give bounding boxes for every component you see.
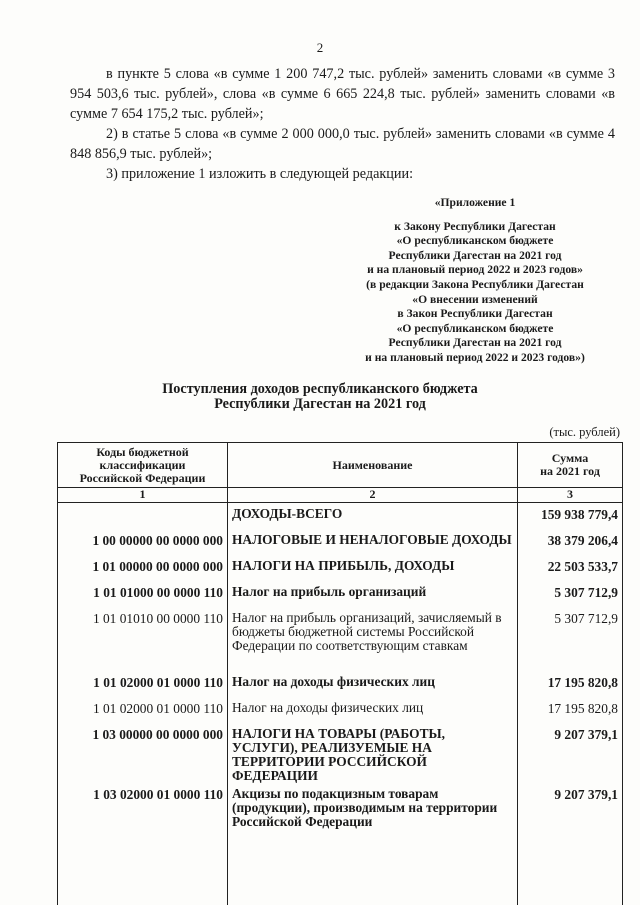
header-code-line: Российской Федерации [79, 470, 206, 485]
paragraph-1: в пункте 5 слова «в сумме 1 200 747,2 тыс. рублей» заменить словами «в сумме 3 954 503,6 тыс. рублей», слова «в сумме 6 665 224,8 тыс. рублей» заменить словами «в сумме 7 654 175,2 тыс. рублей»; [70, 66, 615, 122]
cell-name: ДОХОДЫ-ВСЕГО [228, 503, 518, 529]
table-row [58, 723, 623, 783]
table-row [58, 555, 623, 581]
cell-amount: 9 207 379,1 [518, 783, 623, 905]
table-title [0, 382, 640, 412]
cell-name: Акцизы по подакцизным товарам (продукции), производимым на территории Российской Федерации [228, 783, 518, 905]
table-row [58, 697, 623, 723]
column-number: 1 [58, 488, 228, 503]
cell-name: НАЛОГИ НА ПРИБЫЛЬ, ДОХОДЫ [228, 555, 518, 581]
cell-code [58, 503, 228, 529]
appendix-header [330, 196, 620, 366]
column-number: 3 [518, 488, 623, 503]
table-body [58, 503, 623, 905]
appendix-line: и на плановый период 2022 и 2023 годов» [367, 263, 583, 277]
appendix-line: «О республиканском бюджете [396, 321, 554, 335]
cell-amount: 17 195 820,8 [518, 671, 623, 697]
cell-code: 1 03 00000 00 0000 000 [58, 723, 228, 783]
column-number: 2 [228, 488, 518, 503]
header-code [58, 443, 228, 488]
appendix-line: и на плановый период 2022 и 2023 годов») [365, 350, 585, 364]
body-text [70, 64, 615, 184]
paragraph-2: 2) в статье 5 слова «в сумме 2 000 000,0 тыс. рублей» заменить словами «в сумме 4 848 856,9 тыс. рублей»; [70, 126, 615, 162]
header-name: Наименование [228, 443, 518, 488]
cell-code: 1 00 00000 00 0000 000 [58, 529, 228, 555]
units-label: (тыс. рублей) [549, 425, 620, 439]
table-row [58, 503, 623, 529]
appendix-line: Республики Дагестан на 2021 год [388, 336, 562, 350]
cell-amount: 38 379 206,4 [518, 529, 623, 555]
cell-name: НАЛОГОВЫЕ И НЕНАЛОГОВЫЕ ДОХОДЫ [228, 529, 518, 555]
table-row [58, 671, 623, 697]
appendix-line: «О республиканском бюджете [396, 234, 554, 248]
header-code-line: Коды бюджетной [96, 444, 189, 459]
header-code-line: классификации [99, 457, 186, 472]
cell-name: Налог на доходы физических лиц [228, 697, 518, 723]
cell-amount: 159 938 779,4 [518, 503, 623, 529]
header-amount-line: на 2021 год [540, 464, 600, 478]
appendix-line: Республики Дагестан на 2021 год [388, 248, 562, 262]
cell-amount: 5 307 712,9 [518, 607, 623, 671]
appendix-line: к Закону Республики Дагестан [394, 219, 556, 233]
table-row [58, 783, 623, 905]
appendix-line: в Закон Республики Дагестан [397, 307, 553, 321]
appendix-line: «О внесении изменений [412, 292, 538, 306]
cell-code: 1 01 02000 01 0000 110 [58, 671, 228, 697]
cell-amount: 17 195 820,8 [518, 697, 623, 723]
page-number: 2 [316, 40, 324, 55]
revenue-table [57, 442, 623, 905]
header-amount-line: Сумма [551, 451, 589, 465]
table-row [58, 529, 623, 555]
cell-code: 1 01 01000 00 0000 110 [58, 581, 228, 607]
header-amount [518, 443, 623, 488]
cell-code: 1 03 02000 01 0000 110 [58, 783, 228, 905]
table-row [58, 581, 623, 607]
appendix-line: (в редакции Закона Республики Дагестан [366, 277, 584, 291]
table-row [58, 607, 623, 671]
appendix-title: «Приложение 1 [434, 196, 516, 209]
table-title-line: Поступления доходов республиканского бюджета [162, 381, 478, 397]
cell-amount: 9 207 379,1 [518, 723, 623, 783]
cell-code: 1 01 01010 00 0000 110 [58, 607, 228, 671]
cell-code: 1 01 00000 00 0000 000 [58, 555, 228, 581]
table-title-line: Республики Дагестан на 2021 год [214, 396, 426, 412]
cell-code: 1 01 02000 01 0000 110 [58, 697, 228, 723]
cell-amount: 22 503 533,7 [518, 555, 623, 581]
cell-name: НАЛОГИ НА ТОВАРЫ (РАБОТЫ, УСЛУГИ), РЕАЛИЗУЕМЫЕ НА ТЕРРИТОРИИ РОССИЙСКОЙ ФЕДЕРАЦИИ [228, 723, 518, 783]
cell-amount: 5 307 712,9 [518, 581, 623, 607]
paragraph-3: 3) приложение 1 изложить в следующей редакции: [106, 166, 414, 182]
cell-name: Налог на доходы физических лиц [228, 671, 518, 697]
cell-name: Налог на прибыль организаций, зачисляемый в бюджеты бюджетной системы Российской Федерации по соответствующим ставкам [228, 607, 518, 671]
cell-name: Налог на прибыль организаций [228, 581, 518, 607]
